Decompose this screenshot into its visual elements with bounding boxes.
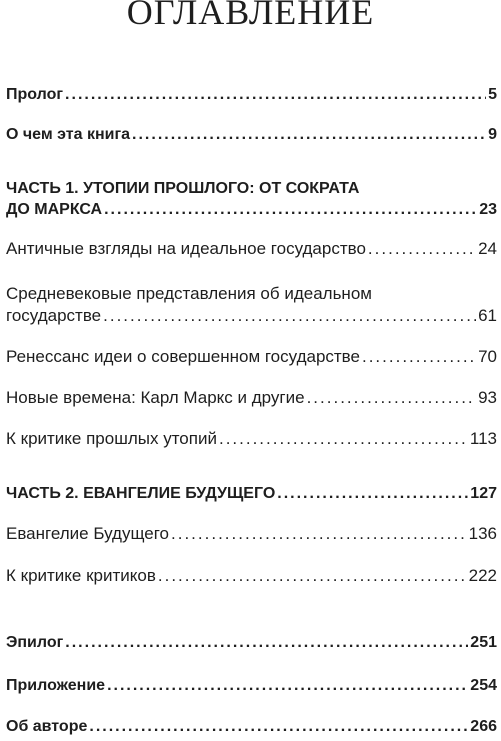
toc-entry-critique-critics[interactable] <box>6 565 497 587</box>
toc-entry-title: О чем эта книга <box>6 126 131 143</box>
dot-leader <box>65 632 468 654</box>
toc-page-number: 251 <box>470 634 497 651</box>
toc-page-number: 93 <box>478 388 497 407</box>
toc-page-number: 9 <box>488 126 497 143</box>
toc-entry-title: ДО МАРКСА <box>6 201 103 218</box>
toc-page-number: 254 <box>470 677 497 694</box>
dot-leader <box>107 675 468 697</box>
toc-entry-title: государстве <box>6 306 102 325</box>
dot-leader <box>103 305 476 327</box>
toc-entry-epilogue[interactable] <box>6 632 497 654</box>
toc-page-number: 5 <box>488 86 497 103</box>
toc-part1-line1: ЧАСТЬ 1. УТОПИИ ПРОШЛОГО: ОТ СОКРАТА <box>6 180 360 197</box>
toc-entry-medieval[interactable] <box>6 305 497 327</box>
toc-medieval-line1: Средневековые представления об идеальном <box>6 284 372 303</box>
toc-page-number: 222 <box>468 566 497 585</box>
toc-entry-gospel[interactable] <box>6 523 497 545</box>
toc-page-number: 23 <box>479 201 497 218</box>
toc-entry-part2[interactable] <box>6 483 497 505</box>
toc-entry-title: Античные взгляды на идеальное государство <box>6 239 366 258</box>
toc-entry-antique[interactable] <box>6 238 497 260</box>
toc-entry-critique-past[interactable] <box>6 428 497 450</box>
toc-entry-about-book[interactable] <box>6 124 497 146</box>
toc-entry-title: Приложение <box>6 677 106 694</box>
toc-entry-part1[interactable] <box>6 199 497 221</box>
toc-entry-title: Пролог <box>6 86 64 103</box>
dot-leader <box>158 565 467 587</box>
toc-entry-title: Евангелие Будущего <box>6 524 170 543</box>
dot-leader <box>362 346 476 368</box>
toc-entry-title: Новые времена: Карл Маркс и другие <box>6 388 305 407</box>
dot-leader <box>219 428 468 450</box>
toc-entry-renaissance[interactable] <box>6 346 497 368</box>
page-title: ОГЛАВЛЕНИЕ <box>126 0 375 32</box>
toc-page-number: 24 <box>478 239 497 258</box>
toc-entry-title: ЧАСТЬ 2. ЕВАНГЕЛИЕ БУДУЩЕГО <box>6 485 276 502</box>
toc-entry-author[interactable] <box>6 716 497 738</box>
dot-leader <box>132 124 486 146</box>
toc-entry-appendix[interactable] <box>6 675 497 697</box>
toc-entry-title: К критике критиков <box>6 566 156 585</box>
toc-entry-title: Ренессанс идеи о совершенном государстве <box>6 347 360 366</box>
toc-page-number: 70 <box>478 347 497 366</box>
dot-leader <box>89 716 468 738</box>
toc-entry-title: К критике прошлых утопий <box>6 429 217 448</box>
toc-entry-prologue[interactable] <box>6 84 497 106</box>
toc-page-number: 127 <box>470 485 497 502</box>
toc-page-number: 136 <box>468 524 497 543</box>
dot-leader <box>65 84 486 106</box>
dot-leader <box>368 238 476 260</box>
dot-leader <box>104 199 477 221</box>
toc-entry-title: Эпилог <box>6 634 64 651</box>
toc-page-number: 61 <box>478 306 497 325</box>
dot-leader <box>171 523 467 545</box>
toc-entry-modern[interactable] <box>6 387 497 409</box>
toc-page-number: 113 <box>469 429 497 448</box>
dot-leader <box>277 483 468 505</box>
dot-leader <box>307 387 477 409</box>
toc-entry-title: Об авторе <box>6 718 88 735</box>
toc-page-number: 266 <box>470 718 497 735</box>
